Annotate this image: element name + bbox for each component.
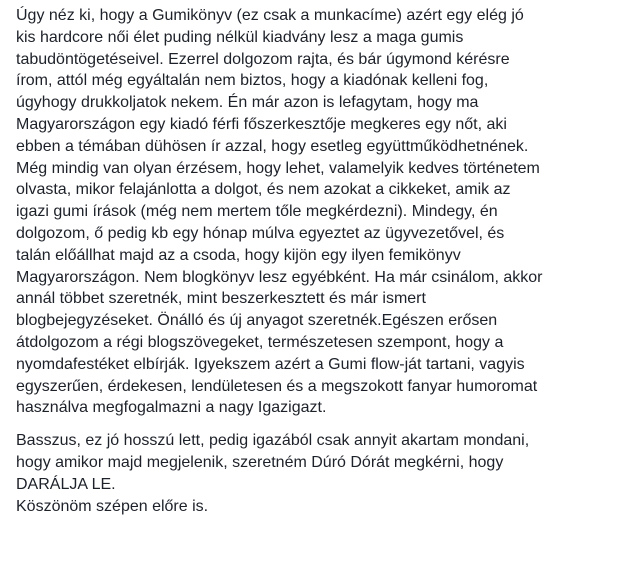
text-line: igazi gumi írások (még nem mertem tőle megkérdezni). Mindegy, én [16,203,498,221]
text-line: DARÁLJA LE. [16,475,116,493]
text-line: tabudöntögetéseivel. Ezerrel dolgozom rajta, és bár úgymond kérésre [16,50,510,68]
text-line: blogbejegyzéseket. Önálló és új anyagot szeretnék.Egészen erősen [16,312,498,330]
text-line: egyszerűen, érdekesen, lendületesen és a megszokott fanyar humoromat [16,377,538,395]
text-line: hogy amikor majd megjelenik, szeretném Dúró Dórát megkérni, hogy [16,453,504,471]
text-line: dolgozom, ő pedig kb egy hónap múlva egyeztet az ügyvezetővel, és [16,224,505,242]
text-line: olvasta, mikor felajánlotta a dolgot, és nem azokat a cikkeket, amik az [16,181,511,199]
text-line: használva megfogalmazni a nagy Igazigazt. [16,399,327,417]
paragraph-spacer [16,419,622,430]
post-paragraph-1 [16,5,622,419]
text-line: Úgy néz ki, hogy a Gumikönyv (ez csak a munkacíme) azért egy elég jó [16,7,524,24]
text-line: Magyarországon egy kiadó férfi főszerkesztője megkeres egy nőt, aki [16,115,507,133]
text-line: átdolgozom a régi blogszövegeket, természetesen szempont, hogy a [16,333,504,351]
text-line: írom, attól még egyáltalán nem biztos, hogy a kiadónak kelleni fog, [16,72,489,90]
post-paragraph-2 [16,430,622,517]
text-line: úgyhogy drukkoljatok nekem. Én már azon is lefagytam, hogy ma [16,94,479,112]
text-line: Basszus, ez jó hosszú lett, pedig igazából csak annyit akartam mondani, [16,432,530,450]
text-line: nyomdafestéket elbírják. Igyekszem azért a Gumi flow-ját tartani, vagyis [16,355,525,373]
text-line: annál többet szeretnék, mint beszerkesztett és már ismert [16,290,426,308]
text-line: Magyarországon. Nem blogkönyv lesz egyébként. Ha már csinálom, akkor [16,268,543,286]
text-line: ebben a témában dühösen ír azzal, hogy esetleg együttműködhetnének. [16,137,529,155]
text-line: Köszönöm szépen előre is. [16,497,209,515]
text-line: talán előállhat majd az a csoda, hogy kijön egy ilyen femikönyv [16,246,461,264]
post-text [16,5,622,517]
text-line: Még mindig van olyan érzésem, hogy lehet, valamelyik kedves történetem [16,159,540,177]
text-line: kis hardcore női élet puding nélkül kiadvány lesz a maga gumis [16,28,464,46]
